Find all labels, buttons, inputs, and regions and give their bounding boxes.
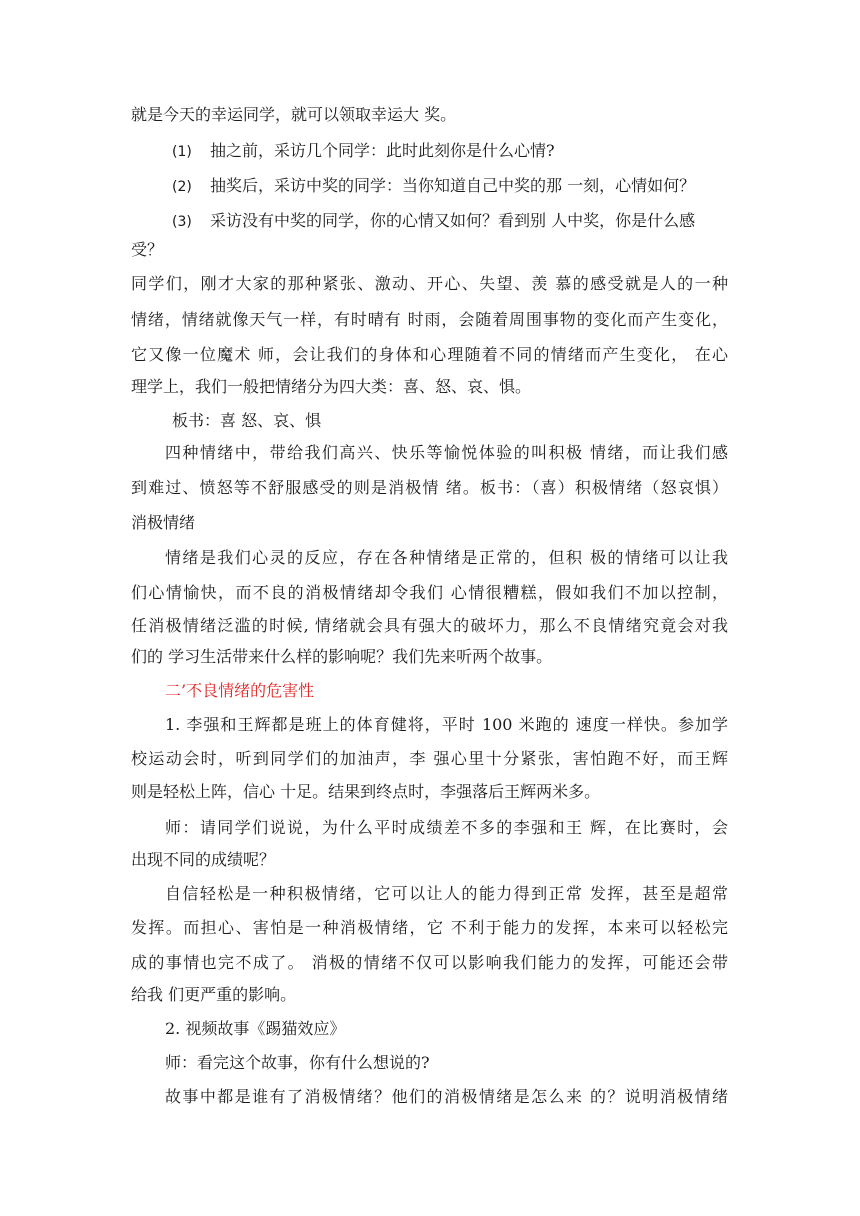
paragraph-line: 则是轻松上阵，信心 十足。结果到终点时，李强落后王辉两米多。 — [131, 782, 601, 801]
section-heading: 二’不良情绪的危害性 — [165, 681, 315, 700]
paragraph-line: 情绪，情绪就像天气一样，有时晴有 时雨，会随着周围事物的变化而产生变化， — [131, 310, 728, 329]
paragraph-line: 校运动会时，听到同学们的加油声，李 强心里十分紧张，害怕跑不好，而王辉 — [131, 749, 728, 768]
paragraph-line: 四种情绪中，带给我们高兴、快乐等愉悦体验的叫积极 情绪，而让我们感 — [165, 443, 728, 462]
list-text: 采访没有中奖的同学，你的心情又如何？看到别 人中奖，你是什么感 — [210, 211, 696, 230]
list-text: 抽之前，采访几个同学：此时此刻你是什么心情? — [210, 141, 555, 160]
paragraph-line: 给我 们更严重的影响。 — [131, 985, 297, 1004]
paragraph-line: 师：看完这个故事，你有什么想说的? — [165, 1053, 430, 1072]
list-item-3 — [172, 211, 695, 232]
paragraph-line: 故事中都是谁有了消极情绪？他们的消极情绪是怎么来 的？说明消极情绪 — [165, 1087, 728, 1106]
paragraph-line: 受？ — [131, 240, 164, 259]
list-text: 抽奖后，采访中奖的同学：当你知道自己中奖的那 一刻，心情如何？ — [210, 176, 696, 195]
paragraph-line: 1. 李强和王辉都是班上的体育健将，平时 100 米跑的 速度一样快。参加学 — [165, 715, 728, 734]
list-number: (3) — [172, 214, 192, 230]
board-note: 板书：喜 怒、哀、惧 — [172, 411, 322, 430]
paragraph-line: 自信轻松是一种积极情绪，它可以让人的能力得到正常 发挥，甚至是超常 — [165, 884, 728, 903]
paragraph-line: 出现不同的成绩呢？ — [131, 850, 276, 869]
list-number: (2) — [172, 179, 192, 195]
paragraph-line: 理学上，我们一般把情绪分为四大类：喜、怒、哀、惧。 — [131, 377, 532, 396]
paragraph-line: 情绪是我们心灵的反应，存在各种情绪是正常的，但积 极的情绪可以让我 — [165, 548, 728, 567]
paragraph-line: 们心情愉快，而不良的消极情绪却令我们 心情很糟糕，假如我们不加以控制， — [131, 583, 728, 602]
paragraph-line: 发挥。而担心、害怕是一种消极情绪，它 不利于能力的发挥，本来可以轻松完 — [131, 918, 728, 937]
paragraph-line: 同学们，刚才大家的那种紧张、激动、开心、失望、羡 慕的感受就是人的一种 — [131, 274, 728, 293]
paragraph-line: 师：请同学们说说，为什么平时成绩差不多的李强和王 辉，在比赛时，会 — [165, 818, 728, 837]
paragraph-line: 任消极情绪泛滥的时候, 情绪就会具有强大的破坏力，那么不良情绪究竟会对我 — [131, 616, 728, 635]
paragraph-line: 们的 学习生活带来什么样的影响呢？我们先来听两个故事。 — [131, 647, 553, 666]
paragraph-line: 就是今天的幸运同学，就可以领取幸运大 奖。 — [131, 105, 457, 124]
list-item-2 — [172, 176, 695, 197]
paragraph-line: 成的事情也完不成了。 消极的情绪不仅可以影响我们能力的发挥，可能还会带 — [131, 953, 728, 972]
paragraph-line: 消极情绪 — [131, 513, 196, 532]
paragraph-line: 2. 视频故事《踢猫效应》 — [165, 1019, 346, 1038]
paragraph-line: 到难过、愤怒等不舒服感受的则是消极情 绪。板书：（喜）积极情绪（怒哀惧） — [131, 478, 728, 497]
list-item-1 — [172, 141, 555, 162]
list-number: (1) — [172, 144, 192, 160]
paragraph-line: 它又像一位魔术 师，会让我们的身体和心理随着不同的情绪而产生变化， 在心 — [131, 345, 728, 364]
